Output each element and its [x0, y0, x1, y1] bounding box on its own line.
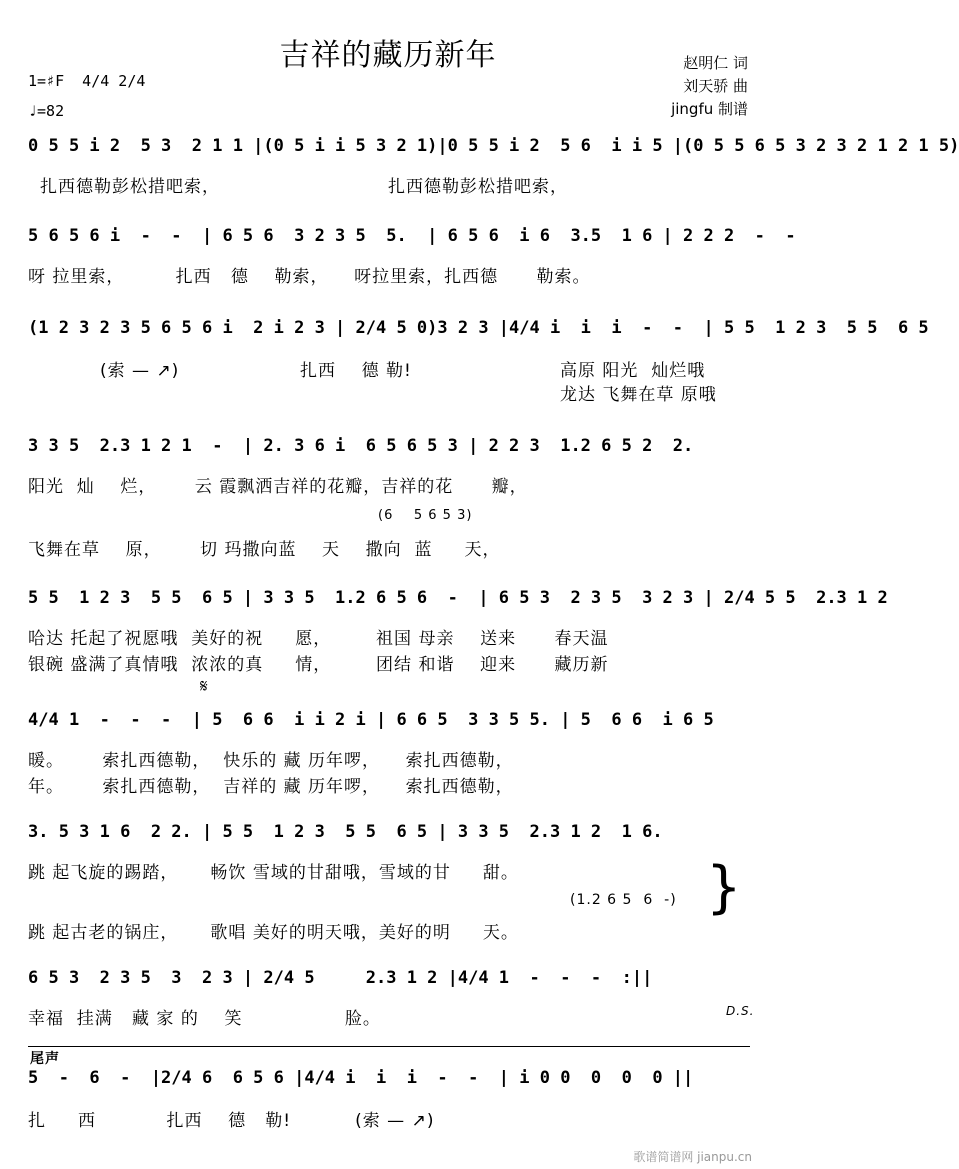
coda-bracket-line [28, 1046, 750, 1047]
lyric-line-4c: 飞舞在草 原， 切 玛撒向蓝 天 撒向 蓝 天， [28, 540, 501, 560]
lyric-line-6a: 暖。 索扎西德勒， 快乐的 藏 历年啰， 索扎西德勒， [28, 751, 514, 771]
notation-line-6: 4/4 1 - - - | 5 6 6 i i 2 i | 6 6 5 3 3 5 5. | 5 6 6 i 6 5 [28, 710, 714, 730]
lyric-line-4a: 阳光 灿 烂， 云 霞飘洒吉祥的花瓣，吉祥的花 瓣， [28, 477, 528, 497]
arranger-credit: jingfu 制谱 [671, 100, 748, 118]
notation-line-4: 3 3 5 2.3 1 2 1 - | 2. 3 6 i 6 5 6 5 3 | 2 2 3 1.2 6 5 2 2. [28, 436, 694, 456]
notation-line-8: 6 5 3 2 3 5 3 2 3 | 2/4 5 2.3 1 2 |4/4 1 - - - :|| [28, 968, 653, 988]
notation-line-7: 3. 5 3 1 6 2 2. | 5 5 1 2 3 5 5 6 5 | 3 3 5 2.3 1 2 1 6. [28, 822, 663, 842]
lyric-line-4b: (6 5 6 5 3) [378, 508, 473, 523]
lyric-line-1a: 扎西德勒彭松措吧索， [40, 177, 220, 197]
segno-sign-icon: 𝄋 [200, 676, 208, 697]
da-segno-mark: D.S. [726, 1004, 755, 1018]
notation-line-9: 5 - 6 - |2/4 6 6 5 6 |4/4 i i i - - | i 0 0 0 0 0 || [28, 1068, 694, 1088]
lyric-line-6b: 年。 索扎西德勒， 吉祥的 藏 历年啰， 索扎西德勒， [28, 777, 514, 797]
notation-line-2: 5 6 5 6 i - - | 6 5 6 3 2 3 5 5. | 6 5 6 i 6 3.5 1 6 | 2 2 2 - - [28, 226, 796, 246]
page-title: 吉祥的藏历新年 [279, 38, 497, 73]
right-brace-icon: } [706, 855, 742, 920]
lyric-line-8a: 幸福 挂满 藏 家 的 笑 脸。 [28, 1009, 381, 1029]
watermark: 歌谱简谱网 jianpu.cn [633, 1150, 752, 1164]
lyric-line-3c: 高原 阳光 灿烂哦 [560, 361, 706, 381]
coda-label: 尾声 [30, 1051, 60, 1067]
key-signature: 1=♯F 4/4 2/4 [28, 72, 146, 90]
lyric-line-7a: 跳 起飞旋的踢踏， 畅饮 雪域的甘甜哦，雪域的甘 甜。 [28, 863, 519, 883]
lyric-line-7b: (1.2 6 5 6 -) [570, 892, 677, 908]
lyric-line-1b: 扎西德勒彭松措吧索， [388, 177, 568, 197]
lyric-line-5a: 哈达 托起了祝愿哦 美好的祝 愿， 祖国 母亲 送来 春天温 [28, 629, 609, 649]
lyric-line-5b: 银碗 盛满了真情哦 浓浓的真 情， 团结 和谐 迎来 藏历新 [28, 655, 609, 675]
notation-line-3: (1 2 3 2 3 5 6 5 6 i 2 i 2 3 | 2/4 5 0)3 2 3 |4/4 i i i - - | 5 5 1 2 3 5 5 6 5 [28, 318, 929, 338]
composer-credit: 刘天骄 曲 [683, 77, 748, 95]
lyric-line-3a: (索 — ↗) [100, 361, 180, 381]
lyricist-credit: 赵明仁 词 [683, 54, 748, 72]
lyric-line-9: 扎 西 扎西 德 勒! (索 — ↗) [28, 1111, 435, 1131]
notation-line-1: 0 5 5 i 2 5 3 2 1 1 |(0 5 i i 5 3 2 1)|0 5 5 i 2 5 6 i i 5 |(0 5 5 6 5 3 2 3 2 1 2 1 5) [28, 136, 959, 156]
notation-line-5: 5 5 1 2 3 5 5 6 5 | 3 3 5 1.2 6 5 6 - | 6 5 3 2 3 5 3 2 3 | 2/4 5 5 2.3 1 2 [28, 588, 888, 608]
tempo-marking: ♩=82 [28, 102, 65, 120]
lyric-line-3d: 龙达 飞舞在草 原哦 [560, 385, 717, 405]
lyric-line-2: 呀 拉里索， 扎西 德 勒索， 呀拉里索，扎西德 勒索。 [28, 267, 591, 287]
lyric-line-7c: 跳 起古老的锅庄， 歌唱 美好的明天哦，美好的明 天。 [28, 923, 519, 943]
lyric-line-3b: 扎西 德 勒! [300, 361, 412, 381]
